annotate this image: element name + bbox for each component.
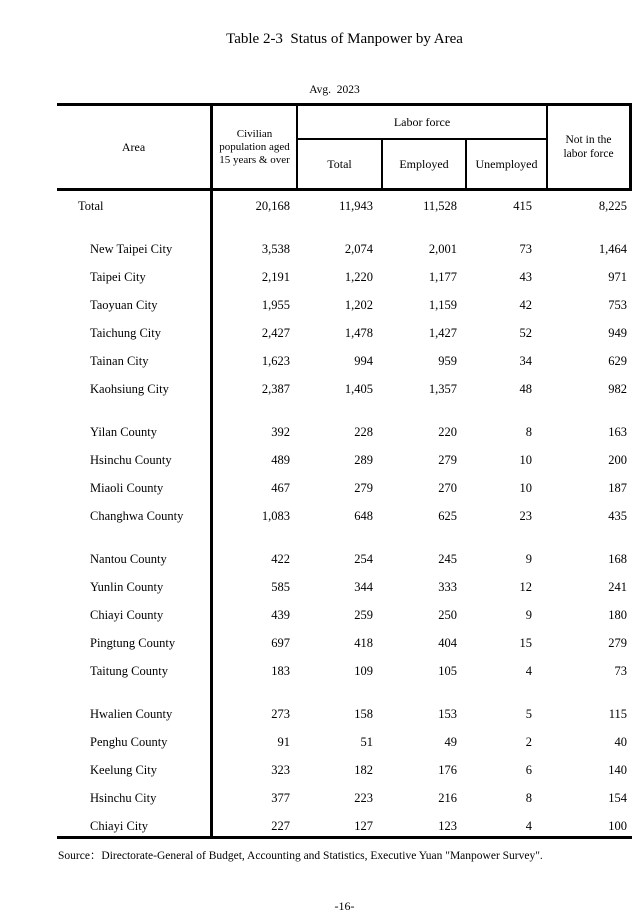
value-cell: 163 <box>608 425 627 439</box>
value-cell: 2,001 <box>428 242 457 256</box>
value-cell: 971 <box>608 270 627 284</box>
area-cell: Changhwa County <box>90 509 184 523</box>
value-cell: 12 <box>519 580 532 594</box>
value-cell: 187 <box>608 481 627 495</box>
value-cell: 1,405 <box>344 382 373 396</box>
value-cell: 73 <box>614 664 627 678</box>
value-cell: 73 <box>519 242 532 256</box>
value-cell: 2,387 <box>261 382 290 396</box>
value-cell: 4 <box>525 664 532 678</box>
value-cell: 585 <box>271 580 290 594</box>
value-cell: 100 <box>608 819 627 833</box>
value-cell: 9 <box>525 608 532 622</box>
area-cell: Keelung City <box>90 763 158 777</box>
row-group <box>57 700 632 840</box>
value-cell: 52 <box>519 326 532 340</box>
value-cell: 20,168 <box>255 199 290 213</box>
area-cell: Taoyuan City <box>90 298 158 312</box>
value-cell: 1,159 <box>428 298 457 312</box>
table-row <box>57 601 632 629</box>
area-cell: New Taipei City <box>90 242 173 256</box>
page-number: -16- <box>334 899 355 913</box>
value-cell: 23 <box>519 509 532 523</box>
value-cell: 1,478 <box>344 326 373 340</box>
table-row <box>57 728 632 756</box>
row-group <box>57 192 632 220</box>
table-row <box>57 812 632 840</box>
value-cell: 2 <box>525 735 532 749</box>
value-cell: 994 <box>354 354 373 368</box>
table-row <box>57 629 632 657</box>
value-cell: 270 <box>438 481 457 495</box>
value-cell: 227 <box>271 819 290 833</box>
area-cell: Taichung City <box>90 326 161 340</box>
table-row <box>57 235 632 263</box>
value-cell: 10 <box>519 453 532 467</box>
table-row <box>57 291 632 319</box>
value-cell: 1,083 <box>261 509 290 523</box>
value-cell: 158 <box>354 707 373 721</box>
area-cell: Kaohsiung City <box>90 382 169 396</box>
value-cell: 105 <box>438 664 457 678</box>
value-cell: 49 <box>444 735 457 749</box>
value-cell: 43 <box>519 270 532 284</box>
value-cell: 648 <box>354 509 373 523</box>
value-cell: 415 <box>513 199 532 213</box>
table-row <box>57 700 632 728</box>
page-title: Table 2-3 Status of Manpower by Area <box>226 31 463 47</box>
value-cell: 127 <box>354 819 373 833</box>
value-cell: 1,427 <box>428 326 457 340</box>
area-cell: Yilan County <box>90 425 158 439</box>
value-cell: 140 <box>608 763 627 777</box>
value-cell: 241 <box>608 580 627 594</box>
value-cell: 279 <box>608 636 627 650</box>
value-cell: 3,538 <box>261 242 290 256</box>
value-cell: 91 <box>277 735 290 749</box>
manpower-table <box>57 103 632 839</box>
value-cell: 40 <box>614 735 627 749</box>
value-cell: 344 <box>354 580 373 594</box>
value-cell: 949 <box>608 326 627 340</box>
table-body <box>57 191 632 840</box>
value-cell: 123 <box>438 819 457 833</box>
row-group <box>57 418 632 530</box>
value-cell: 220 <box>438 425 457 439</box>
value-cell: 439 <box>271 608 290 622</box>
source-note: Source：Directorate-General of Budget, Accounting and Statistics, Executive Yuan "Manpower Survey". <box>58 850 543 862</box>
value-cell: 435 <box>608 509 627 523</box>
table-row <box>57 192 632 220</box>
value-cell: 10 <box>519 481 532 495</box>
table-row <box>57 756 632 784</box>
value-cell: 753 <box>608 298 627 312</box>
value-cell: 489 <box>271 453 290 467</box>
value-cell: 182 <box>354 763 373 777</box>
value-cell: 223 <box>354 791 373 805</box>
column-header-unemployed: Unemployed <box>475 157 538 171</box>
table-row <box>57 446 632 474</box>
value-cell: 15 <box>519 636 532 650</box>
value-cell: 1,202 <box>344 298 373 312</box>
area-cell: Total <box>78 199 104 213</box>
table-row <box>57 474 632 502</box>
table-row <box>57 319 632 347</box>
value-cell: 48 <box>519 382 532 396</box>
value-cell: 333 <box>438 580 457 594</box>
table-row <box>57 263 632 291</box>
area-cell: Yunlin County <box>90 580 164 594</box>
value-cell: 2,074 <box>344 242 373 256</box>
column-header-civilian-population: Civilian population aged 15 years & over <box>219 127 290 166</box>
value-cell: 289 <box>354 453 373 467</box>
value-cell: 404 <box>438 636 457 650</box>
value-cell: 1,623 <box>261 354 290 368</box>
table-row <box>57 375 632 403</box>
area-cell: Penghu County <box>90 735 168 749</box>
value-cell: 2,427 <box>261 326 290 340</box>
table-row <box>57 657 632 685</box>
value-cell: 1,357 <box>428 382 457 396</box>
value-cell: 6 <box>525 763 532 777</box>
value-cell: 4 <box>525 819 532 833</box>
value-cell: 629 <box>608 354 627 368</box>
value-cell: 377 <box>271 791 290 805</box>
value-cell: 245 <box>438 552 457 566</box>
value-cell: 279 <box>354 481 373 495</box>
table-row <box>57 784 632 812</box>
value-cell: 250 <box>438 608 457 622</box>
area-cell: Chiayi City <box>90 819 148 833</box>
value-cell: 259 <box>354 608 373 622</box>
area-cell: Chiayi County <box>90 608 164 622</box>
value-cell: 392 <box>271 425 290 439</box>
value-cell: 2,191 <box>261 270 290 284</box>
value-cell: 200 <box>608 453 627 467</box>
table-row <box>57 573 632 601</box>
value-cell: 273 <box>271 707 290 721</box>
area-cell: Nantou County <box>90 552 167 566</box>
value-cell: 176 <box>438 763 457 777</box>
value-cell: 183 <box>271 664 290 678</box>
table-row <box>57 502 632 530</box>
column-group-header-labor-force: Labor force <box>393 115 451 129</box>
column-header-total: Total <box>327 157 352 171</box>
value-cell: 34 <box>519 354 532 368</box>
value-cell: 982 <box>608 382 627 396</box>
table-row <box>57 418 632 446</box>
area-cell: Hsinchu City <box>90 791 157 805</box>
value-cell: 8 <box>525 425 532 439</box>
area-cell: Hwalien County <box>90 707 173 721</box>
value-cell: 254 <box>354 552 373 566</box>
value-cell: 8 <box>525 791 532 805</box>
value-cell: 1,177 <box>428 270 457 284</box>
value-cell: 625 <box>438 509 457 523</box>
value-cell: 697 <box>271 636 290 650</box>
area-cell: Tainan City <box>90 354 149 368</box>
value-cell: 168 <box>608 552 627 566</box>
header-right-rule <box>629 106 632 188</box>
area-cell: Miaoli County <box>90 481 164 495</box>
table-row <box>57 347 632 375</box>
row-group <box>57 545 632 685</box>
area-cell: Taitung County <box>90 664 168 678</box>
value-cell: 216 <box>438 791 457 805</box>
value-cell: 418 <box>354 636 373 650</box>
column-header-employed: Employed <box>399 157 449 171</box>
value-cell: 42 <box>519 298 532 312</box>
area-cell: Hsinchu County <box>90 453 172 467</box>
value-cell: 115 <box>608 707 627 721</box>
value-cell: 422 <box>271 552 290 566</box>
value-cell: 323 <box>271 763 290 777</box>
value-cell: 279 <box>438 453 457 467</box>
row-group <box>57 235 632 403</box>
value-cell: 959 <box>438 354 457 368</box>
value-cell: 51 <box>360 735 373 749</box>
value-cell: 1,220 <box>344 270 373 284</box>
value-cell: 228 <box>354 425 373 439</box>
column-header-area: Area <box>121 140 146 154</box>
value-cell: 1,955 <box>261 298 290 312</box>
value-cell: 11,943 <box>339 199 373 213</box>
value-cell: 153 <box>438 707 457 721</box>
area-cell: Pingtung County <box>90 636 176 650</box>
value-cell: 109 <box>354 664 373 678</box>
value-cell: 5 <box>525 707 532 721</box>
value-cell: 154 <box>608 791 627 805</box>
area-cell: Taipei City <box>90 270 146 284</box>
table-row <box>57 545 632 573</box>
value-cell: 467 <box>271 481 290 495</box>
column-header-not-in-labor-force: Not in the labor force <box>563 134 614 160</box>
value-cell: 11,528 <box>423 199 457 213</box>
value-cell: 1,464 <box>598 242 627 256</box>
value-cell: 9 <box>525 552 532 566</box>
value-cell: 8,225 <box>598 199 627 213</box>
value-cell: 180 <box>608 608 627 622</box>
period-label: Avg. 2023 <box>309 84 360 96</box>
